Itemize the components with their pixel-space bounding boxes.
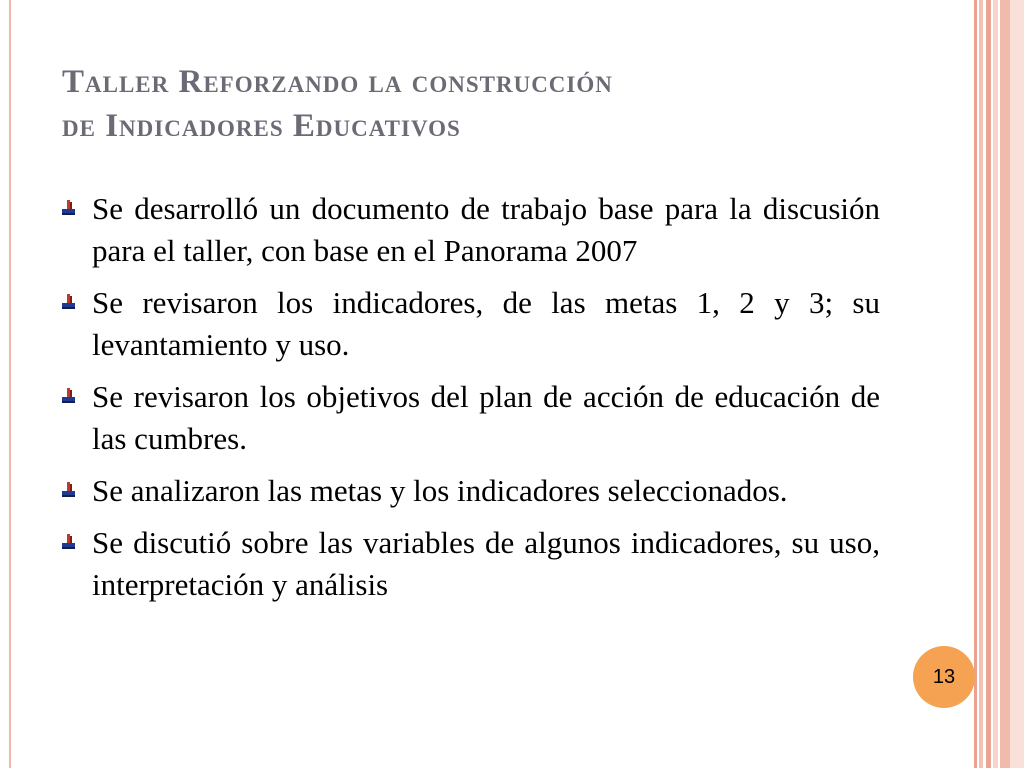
bullet-text: Se revisaron los indicadores, de las metas 1, 2 y 3; su levantamiento y uso. [92, 285, 880, 362]
bullet-text: Se revisaron los objetivos del plan de acción de educación de las cumbres. [92, 379, 880, 456]
bullet-icon [62, 388, 76, 404]
bullet-icon [62, 200, 76, 216]
bullet-item [62, 522, 880, 606]
bullet-item [62, 188, 880, 272]
left-border-line [9, 0, 11, 768]
bullet-text: Se discutió sobre las variables de algunos indicadores, su uso, interpretación y análisis [92, 525, 880, 602]
slide-title-line-2: de Indicadores Educativos [62, 108, 461, 144]
slide-title-line-1: Taller Reforzando la construcción [62, 64, 613, 100]
bullet-item [62, 282, 880, 366]
bullet-icon [62, 534, 76, 550]
bullet-list [62, 188, 880, 616]
bullet-item [62, 470, 880, 512]
bullet-text: Se analizaron las metas y los indicadores seleccionados. [92, 473, 788, 508]
bullet-item [62, 376, 880, 460]
bullet-icon [62, 482, 76, 498]
right-decorative-stripes [974, 0, 1024, 768]
bullet-icon [62, 294, 76, 310]
slide-title [62, 60, 902, 148]
page-number: 13 [932, 665, 956, 688]
page-number-badge [913, 646, 975, 708]
bullet-text: Se desarrolló un documento de trabajo base para la discusión para el taller, con base en el Panorama 2007 [92, 191, 880, 268]
